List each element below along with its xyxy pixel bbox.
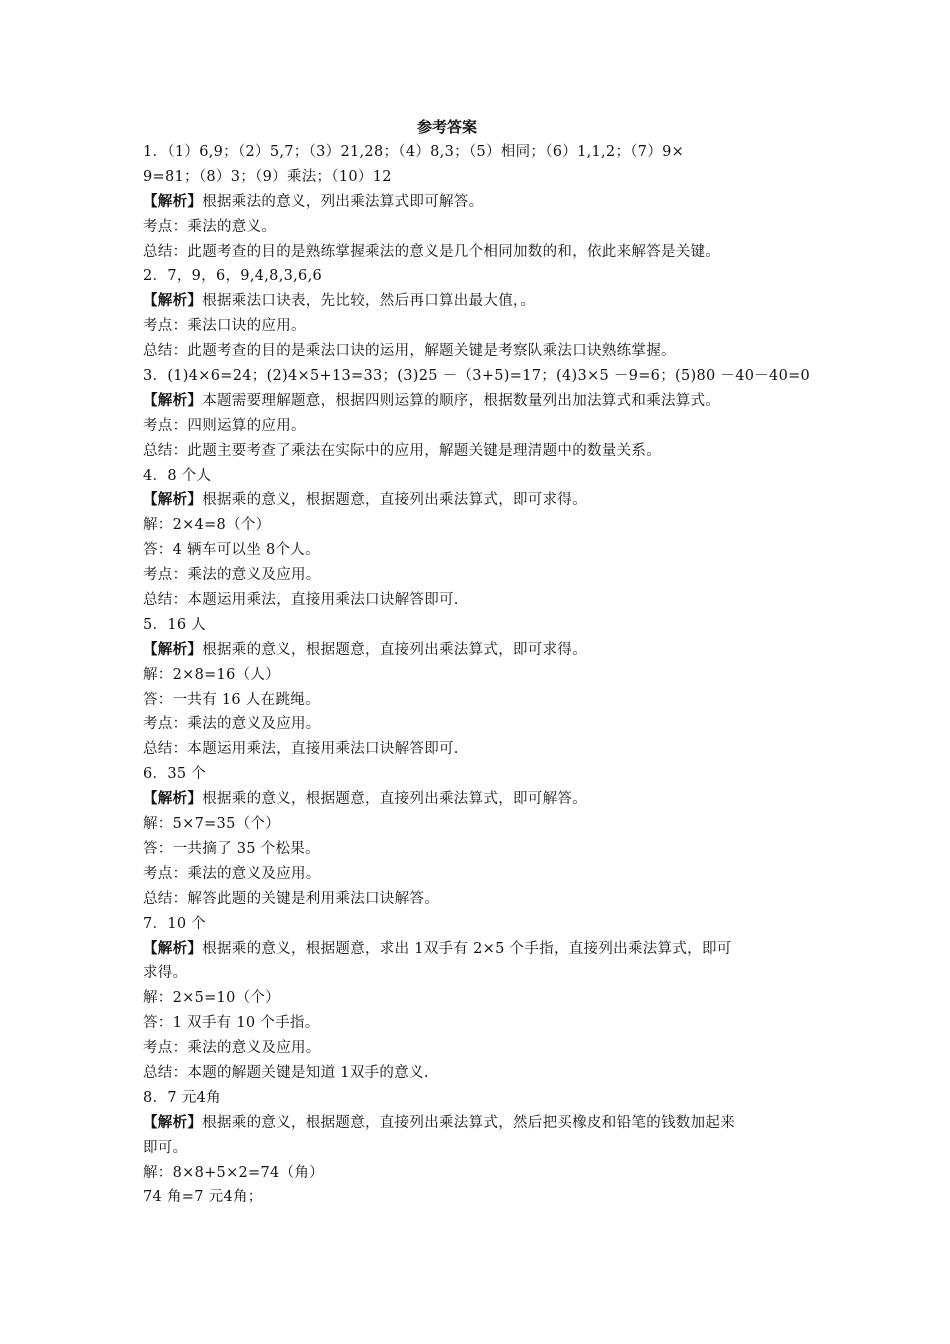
text-line <box>143 314 843 339</box>
line-text: 总结：本题的解题关键是知道 1双手的意义. <box>143 1064 429 1081</box>
text-line <box>143 414 843 439</box>
analysis-tag: 【解析】 <box>143 790 203 808</box>
line-text: 考点：乘法口诀的应用。 <box>143 318 306 335</box>
analysis-tag: 【解析】 <box>143 939 203 957</box>
line-text: 3．(1)4×6=24；(2)4×5+13=33；(3)25 －（3+5)=17；(4)3×5 －9=6；(5)80 －40－40=0 <box>143 368 811 385</box>
line-text: 总结：此题考查的目的是乘法口诀的运用，解题关键是考察队乘法口诀熟练掌握。 <box>143 343 676 360</box>
text-line <box>143 439 843 464</box>
text-line <box>143 513 843 538</box>
text-line <box>143 389 843 414</box>
line-text: 考点：乘法的意义及应用。 <box>143 716 321 733</box>
text-line <box>143 140 843 165</box>
text-line <box>143 563 843 588</box>
text-line <box>143 812 843 837</box>
analysis-tag: 【解析】 <box>143 292 203 310</box>
line-text: 总结：解答此题的关键是利用乘法口诀解答。 <box>143 890 439 907</box>
text-line <box>143 688 843 713</box>
text-line <box>143 937 843 962</box>
analysis-tag: 【解析】 <box>143 1113 203 1131</box>
line-text: 答：1 双手有 10 个手指。 <box>143 1015 320 1032</box>
text-line <box>143 1136 843 1161</box>
answer-lines <box>143 140 843 1210</box>
text-line <box>143 1161 843 1186</box>
line-text: 考点：乘法的意义及应用。 <box>143 567 321 584</box>
text-line <box>143 762 843 787</box>
line-text: 根据乘的意义，根据题意，直接列出乘法算式，即可求得。 <box>202 492 588 509</box>
line-text: 解：5×7=35（个） <box>143 816 280 833</box>
text-line <box>143 1086 843 1111</box>
text-line <box>143 464 843 489</box>
line-text: 解：2×8=16（人） <box>143 666 280 683</box>
text-line <box>143 364 843 389</box>
line-text: 答：一共有 16 人在跳绳。 <box>143 691 320 708</box>
text-line <box>143 737 843 762</box>
line-text: 74 角=7 元4角； <box>143 1189 263 1206</box>
line-text: 9=81；（8）3；（9）乘法；（10）12 <box>143 168 392 185</box>
line-text: 根据乘的意义，根据题意，求出 1双手有 2×5 个手指，直接列出乘法算式，即可 <box>202 940 732 957</box>
line-text: 解：2×5=10（个） <box>143 990 280 1007</box>
line-text: 总结：本题运用乘法，直接用乘法口诀解答即可. <box>143 592 459 609</box>
analysis-tag: 【解析】 <box>143 640 203 658</box>
analysis-tag: 【解析】 <box>143 192 203 210</box>
line-text: 即可。 <box>143 1139 188 1156</box>
text-line <box>143 712 843 737</box>
line-text: 考点：乘法的意义及应用。 <box>143 1040 321 1057</box>
line-text: 考点：四则运算的应用。 <box>143 417 306 434</box>
line-text: 根据乘法的意义，列出乘法算式即可解答。 <box>202 193 484 210</box>
text-line <box>143 1185 843 1210</box>
line-text: 8．7 元4角 <box>143 1089 221 1106</box>
text-line <box>143 613 843 638</box>
text-line <box>143 1111 843 1136</box>
line-text: 根据乘的意义，根据题意，直接列出乘法算式，即可解答。 <box>202 791 588 808</box>
text-line <box>143 837 843 862</box>
line-text: 4．8 个人 <box>143 467 212 484</box>
line-text: 根据乘的意义，根据题意，直接列出乘法算式，即可求得。 <box>202 641 588 658</box>
analysis-tag: 【解析】 <box>143 491 203 509</box>
line-text: 本题需要理解题意，根据四则运算的顺序，根据数量列出加法算式和乘法算式。 <box>202 392 721 409</box>
line-text: 求得。 <box>143 965 188 982</box>
text-line <box>143 165 843 190</box>
text-line <box>143 961 843 986</box>
text-line <box>143 588 843 613</box>
line-text: 6．35 个 <box>143 766 207 783</box>
text-line <box>143 264 843 289</box>
text-line <box>143 339 843 364</box>
line-text: 根据乘的意义，根据题意，直接列出乘法算式，然后把买橡皮和铅笔的钱数加起来 <box>202 1114 735 1131</box>
text-line <box>143 663 843 688</box>
text-line <box>143 289 843 314</box>
analysis-tag: 【解析】 <box>143 391 203 409</box>
text-line <box>143 1061 843 1086</box>
line-text: 总结：此题主要考查了乘法在实际中的应用，解题关键是理清题中的数量关系。 <box>143 442 661 459</box>
text-line <box>143 240 843 265</box>
line-text: 2．7，9，6，9,4,8,3,6,6 <box>143 268 322 285</box>
text-line <box>143 986 843 1011</box>
text-line <box>143 638 843 663</box>
line-text: 答：4 辆车可以坐 8个人。 <box>143 542 320 559</box>
line-text: 总结：此题考查的目的是熟练掌握乘法的意义是几个相同加数的和，依此来解答是关键。 <box>143 243 721 260</box>
text-line <box>143 787 843 812</box>
text-line <box>143 538 843 563</box>
text-line <box>143 190 843 215</box>
line-text: 解：2×4=8（个） <box>143 517 271 534</box>
line-text: 7．10 个 <box>143 915 207 932</box>
text-line <box>143 488 843 513</box>
line-text: 根据乘法口诀表，先比较，然后再口算出最大值，。 <box>202 293 536 310</box>
line-text: 解：8×8+5×2=74（角） <box>143 1164 324 1181</box>
line-text: 1．（1）6,9；（2）5,7；（3）21,28；（4）8,3；（5）相同；（6）1,1,2；（7）9× <box>143 144 685 160</box>
line-text: 考点：乘法的意义。 <box>143 218 277 235</box>
line-text: 答：一共摘了 35 个松果。 <box>143 840 320 857</box>
text-line <box>143 1036 843 1061</box>
text-line <box>143 862 843 887</box>
page-title: 参考答案 <box>416 118 477 136</box>
answer-page <box>143 116 843 1210</box>
line-text: 总结：本题运用乘法，直接用乘法口诀解答即可. <box>143 741 459 758</box>
text-line <box>143 912 843 937</box>
text-line <box>143 1011 843 1036</box>
line-text: 考点：乘法的意义及应用。 <box>143 865 321 882</box>
text-line <box>143 887 843 912</box>
line-text: 5．16 人 <box>143 616 207 633</box>
text-line <box>143 215 843 240</box>
